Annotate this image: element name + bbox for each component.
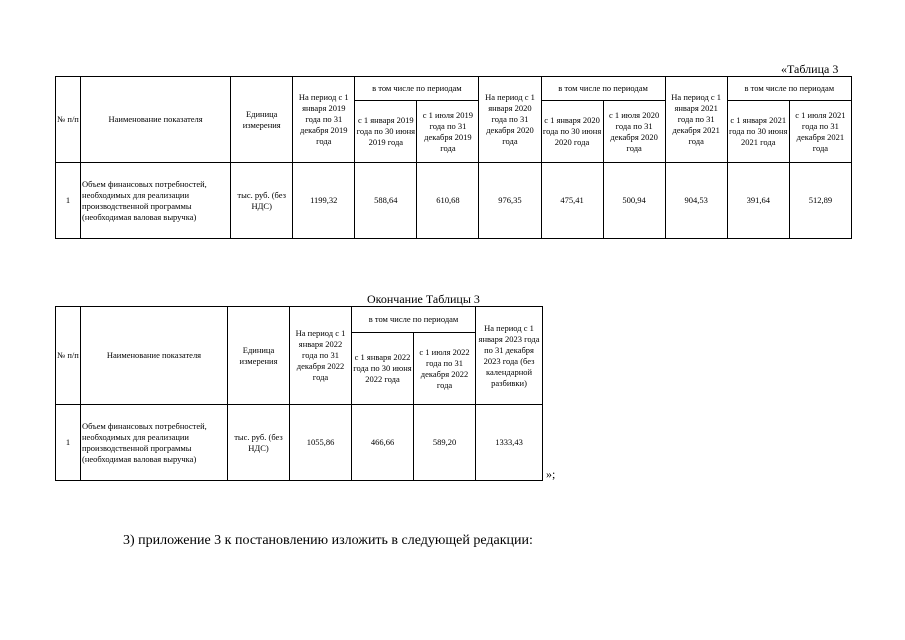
header-2021-h1: с 1 января 2021 года по 30 июня 2021 года <box>727 101 789 163</box>
header-period-2020: На период с 1 января 2020 года по 31 декабря 2020 года <box>479 77 541 163</box>
table-row <box>56 405 543 481</box>
tariff-table-2022-2023 <box>55 306 543 481</box>
row-num: 1 <box>56 405 81 481</box>
value-2020: 976,35 <box>479 163 541 239</box>
header-num: № п/п <box>56 77 81 163</box>
value-2021-h2: 512,89 <box>789 163 851 239</box>
header-period-2023: На период с 1 января 2023 года по 31 декабря 2023 года (без календарной разбивки) <box>476 307 543 405</box>
paragraph-appendix-3: 3) приложение 3 к постановлению изложить в следующей редакции: <box>123 533 533 548</box>
value-2019-h2: 610,68 <box>417 163 479 239</box>
header-period-2019: На период с 1 января 2019 года по 31 декабря 2019 года <box>293 77 355 163</box>
header-subgroup-2020: в том числе по периодам <box>541 77 665 101</box>
row-name: Объем финансовых потребностей, необходимых для реализации производственной программы (необходимая валовая выручка) <box>81 405 228 481</box>
header-name: Наименование показателя <box>81 77 231 163</box>
value-2020-h1: 475,41 <box>541 163 603 239</box>
header-period-2021: На период с 1 января 2021 года по 31 декабря 2021 года <box>665 77 727 163</box>
row-unit: тыс. руб. (без НДС) <box>228 405 290 481</box>
header-subgroup-2021: в том числе по периодам <box>727 77 851 101</box>
header-period-2022: На период с 1 января 2022 года по 31 декабря 2022 года <box>290 307 352 405</box>
table2-caption: Окончание Таблицы 3 <box>367 292 480 306</box>
header-2020-h1: с 1 января 2020 года по 30 июня 2020 года <box>541 101 603 163</box>
header-subgroup-2019: в том числе по периодам <box>355 77 479 101</box>
header-2021-h2: с 1 июля 2021 года по 31 декабря 2021 года <box>789 101 851 163</box>
header-2022-h2: с 1 июля 2022 года по 31 декабря 2022 года <box>414 333 476 405</box>
header-subgroup-2022: в том числе по периодам <box>352 307 476 333</box>
header-unit: Единица измерения <box>228 307 290 405</box>
header-num: № п/п <box>56 307 81 405</box>
value-2023: 1333,43 <box>476 405 543 481</box>
header-2020-h2: с 1 июля 2020 года по 31 декабря 2020 года <box>603 101 665 163</box>
header-unit: Единица измерения <box>231 77 293 163</box>
row-num: 1 <box>56 163 81 239</box>
header-2022-h1: с 1 января 2022 года по 30 июня 2022 года <box>352 333 414 405</box>
value-2022: 1055,86 <box>290 405 352 481</box>
row-name: Объем финансовых потребностей, необходимых для реализации производственной программы (необходимая валовая выручка) <box>81 163 231 239</box>
table2-closing-quote: »; <box>546 467 556 481</box>
value-2019-h1: 588,64 <box>355 163 417 239</box>
value-2021: 904,53 <box>665 163 727 239</box>
table1-caption: «Таблица 3 <box>781 62 839 76</box>
value-2022-h2: 589,20 <box>414 405 476 481</box>
tariff-table-2019-2021 <box>55 76 852 239</box>
header-2019-h1: с 1 января 2019 года по 30 июня 2019 года <box>355 101 417 163</box>
row-unit: тыс. руб. (без НДС) <box>231 163 293 239</box>
value-2021-h1: 391,64 <box>727 163 789 239</box>
header-name: Наименование показателя <box>81 307 228 405</box>
table-row <box>56 163 852 239</box>
value-2022-h1: 466,66 <box>352 405 414 481</box>
header-2019-h2: с 1 июля 2019 года по 31 декабря 2019 года <box>417 101 479 163</box>
value-2020-h2: 500,94 <box>603 163 665 239</box>
value-2019: 1199,32 <box>293 163 355 239</box>
